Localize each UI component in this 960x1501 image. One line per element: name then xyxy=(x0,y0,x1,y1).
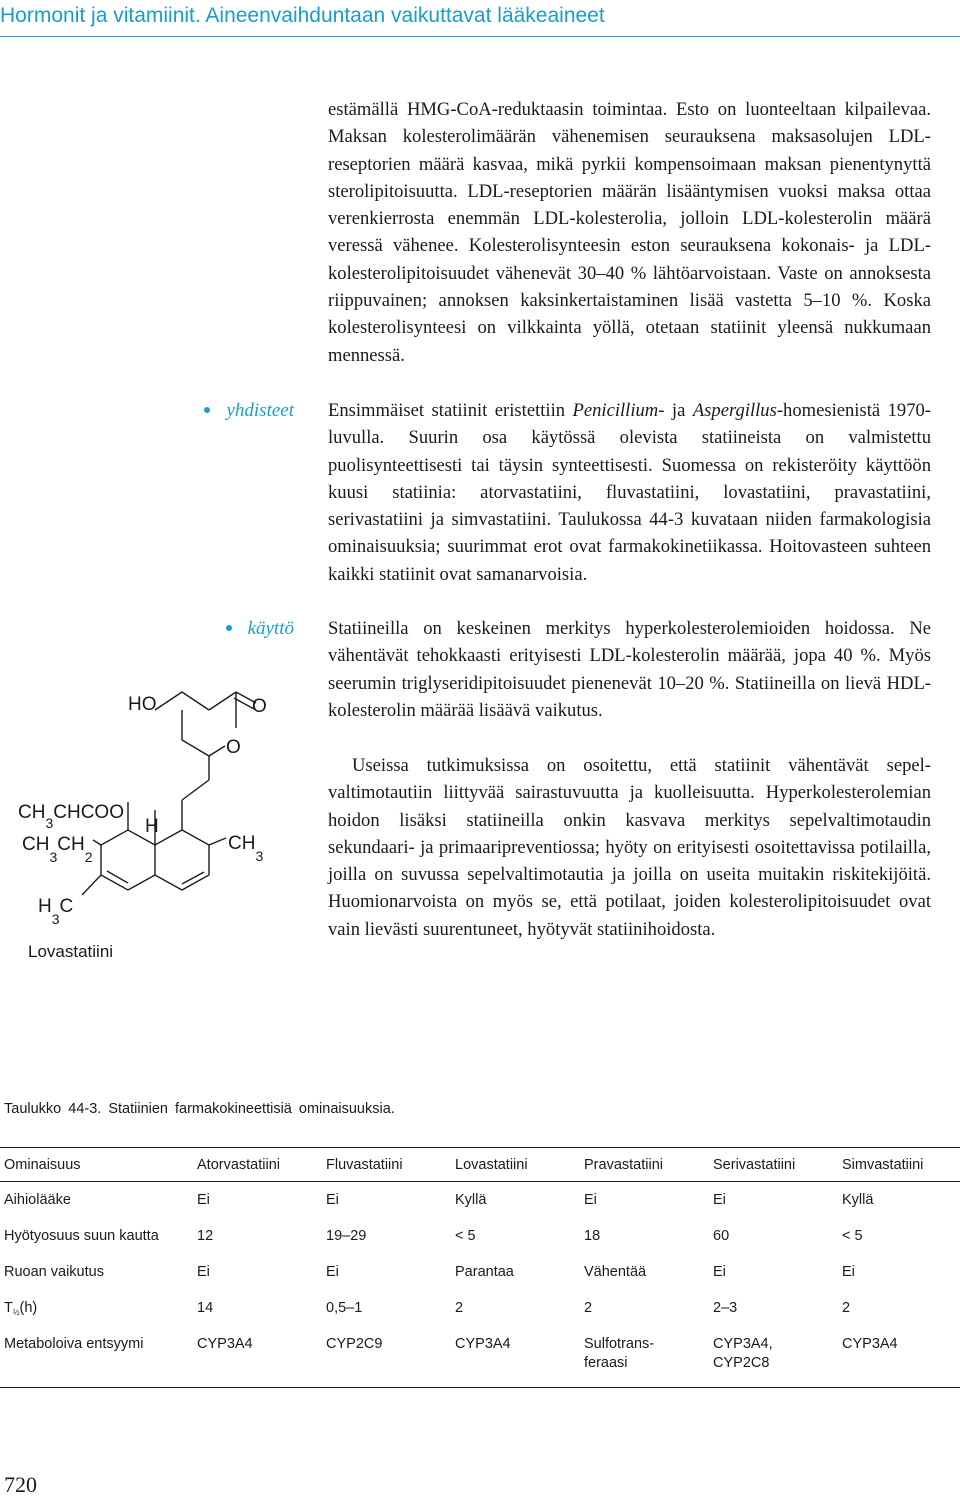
table-caption: Taulukko 44-3. Statiinien farmakokineettisiä ominaisuuksia. xyxy=(4,1101,395,1117)
text-run: Ensimmäiset statiinit eristettiin xyxy=(328,400,573,421)
table-cell: CYP3A4 xyxy=(838,1326,960,1388)
table-cell: 18 xyxy=(584,1228,601,1244)
atom-label xyxy=(18,802,124,831)
atom-label: CH xyxy=(57,834,85,855)
atom-label: HO xyxy=(128,694,157,715)
atom-label: O xyxy=(252,696,267,717)
bond xyxy=(182,780,209,800)
row-label: Metaboloiva entsyymi xyxy=(0,1326,193,1388)
subscript: 3 xyxy=(49,849,58,865)
table-cell: 60 xyxy=(713,1228,730,1244)
table-cell: 2 xyxy=(842,1300,851,1316)
table-cell: Sulfotrans- feraasi xyxy=(580,1326,709,1388)
paragraph-use: Statiineilla on keskeinen merkitys hyperkolesterolemioiden hoidossa. Ne vähentävät tehokkaasti erityisesti LDL-kolesterolin määrää, jopa 40 %. Myös seerumin triglyseridipitoisuudet pienenevät 10–20 %. Statiineilla on lievä HDL-kolesterolin määrää lisäävä vaikutus. xyxy=(328,618,931,721)
bond xyxy=(209,692,236,710)
bond xyxy=(209,838,226,845)
row-label: Ruoan vaikutus xyxy=(4,1264,104,1280)
atom-label: C xyxy=(59,896,74,917)
table-row xyxy=(0,1290,960,1326)
margin-note-label: yhdisteet xyxy=(226,400,294,421)
table-header-row xyxy=(0,1148,960,1182)
bond xyxy=(182,710,225,756)
bullet-icon xyxy=(226,625,232,631)
table-cell: 12 xyxy=(197,1228,214,1244)
text-run: ja xyxy=(664,400,693,421)
table-cell: 2 xyxy=(455,1300,464,1316)
table-cell: Ei xyxy=(326,1264,339,1280)
bond xyxy=(93,840,101,845)
label-text: (h) xyxy=(19,1300,38,1316)
paragraph-compounds xyxy=(328,397,931,588)
margin-note-compounds xyxy=(140,397,294,424)
atom-label: H xyxy=(145,816,159,837)
atom-label xyxy=(228,833,263,864)
row-label xyxy=(0,1290,193,1326)
table-cell: CYP3A4, CYP2C8 xyxy=(709,1326,838,1388)
column-header: Fluvastatiini xyxy=(322,1148,451,1182)
table-cell: Ei xyxy=(197,1192,210,1208)
paragraph-studies: Useissa tutkimuksissa on osoitettu, että statiinit vähentävät sepelvaltimotautiin liittyvää sairastuvuutta ja kuolleisuutta. Hyperkolesterolemian hoidon lisäksi statiineilla onkin kasvava merkitys sepelvaltimotaudin sekundaari- ja primaaripreventiossa; hyöty on erityisesti osoitettavissa potilailla, joilla on suvussa sepelvaltimotautia ja joilla on useita muitakin riskitekijöitä. Huomionarvoista on myös se, että potilaat, joiden kolesterolipitoisuudet ovat vain lievästi suurentuneet, hyötyvät statiinihoidosta. xyxy=(328,755,931,940)
atom-label xyxy=(22,834,93,865)
paragraph-mechanism: estämällä HMG-CoA-reduktaasin toimintaa. Esto on luonteeltaan kilpailevaa. Maksan kolesterolimäärän vähenemisen seurauksena maksasolujen LDL-reseptorien määrä kasvaa, mikä pyrkii kompensoimaan maksan pienentynyttä sterolipitoisuutta. LDL-reseptorien määrän lisääntymisen vuoksi maksa ottaa verenkierrosta enemmän LDL-kolesterolia, jolloin LDL-kolesterolin määrä veressä vähenee. Kolesterolisynteesin eston seurauksena kokonais- ja LDL-kolesterolipitoisuudet vähenevät 30–40 % lähtöarvoistaan. Vaste on annoksesta riippuvainen; annoksen kaksinkertaistaminen lisää vastetta 5–10 %. Koska kolesterolisynteesi on vilkkainta yöllä, otetaan statiinit yleensä nukkumaan mennessä. xyxy=(328,99,931,366)
table-cell: Ei xyxy=(584,1192,597,1208)
subscript: 3 xyxy=(255,848,264,864)
bond xyxy=(182,872,204,884)
table-cell: Kyllä xyxy=(842,1192,874,1208)
atom-label: O xyxy=(226,737,241,758)
table-cell: 19–29 xyxy=(326,1228,367,1244)
margin-note-label: käyttö xyxy=(247,618,294,639)
half-subscript: ½ xyxy=(12,1308,20,1317)
table-cell: CYP3A4 xyxy=(451,1326,580,1388)
subscript: 2 xyxy=(84,849,93,865)
table-cell: Ei xyxy=(197,1264,210,1280)
genus-name: Penicillium- xyxy=(572,400,665,421)
column-header: Pravastatiini xyxy=(580,1148,709,1182)
table-row xyxy=(0,1218,960,1254)
atom-label: CH xyxy=(18,802,46,823)
row-label: Aihiolääke xyxy=(4,1192,71,1208)
table-cell: 2–3 xyxy=(713,1300,738,1316)
atom-label: CH xyxy=(22,834,50,855)
molecule-bonds xyxy=(82,692,256,895)
lovastatin-structure xyxy=(0,660,320,980)
running-header: Hormonit ja vitamiinit. Aineenvaihduntaan vaikuttavat lääkeaineet xyxy=(0,4,605,27)
text-run: -homesienistä 1970-luvulla. Suurin osa käytössä olevista statiineista on valmistettu puolisynteettisesti tai täysin synteettisesti. Suomessa on rekisteröity käyttöön kuusi statiinia: atorvastatiini, fluvastatiini, lovastatiini, pravastatiini, serivastatiini ja simvastatiini. Taulukossa 44-3 kuvataan niiden farmakologisia ominaisuuksia; suurimmat erot ovat farmakokinetiikassa. Hoitovasteen suhteen kaikki statiinit ovat samanarvoisia. xyxy=(328,400,931,585)
table-row xyxy=(0,1182,960,1219)
atom-label: H xyxy=(38,896,52,917)
page-number: 720 xyxy=(4,1472,37,1497)
table-row xyxy=(0,1254,960,1290)
table-cell: CYP3A4 xyxy=(193,1326,322,1388)
table-cell: Ei xyxy=(842,1264,855,1280)
table-cell: 14 xyxy=(197,1300,214,1316)
bullet-icon xyxy=(204,407,210,413)
column-header: Atorvastatiini xyxy=(193,1148,322,1182)
column-header: Ominaisuus xyxy=(0,1148,193,1182)
table-cell: 2 xyxy=(584,1300,593,1316)
label-text: T xyxy=(4,1300,13,1316)
table-cell: CYP2C9 xyxy=(322,1326,451,1388)
bond xyxy=(82,875,101,895)
column-header: Serivastatiini xyxy=(709,1148,838,1182)
row-label: Hyötyosuus suun kautta xyxy=(4,1228,159,1244)
bond xyxy=(155,692,209,710)
atom-label xyxy=(38,896,73,927)
table-cell: < 5 xyxy=(455,1228,476,1244)
table-cell: < 5 xyxy=(842,1228,863,1244)
molecule-caption: Lovastatiini xyxy=(28,942,114,961)
column-header: Simvastatiini xyxy=(838,1148,960,1182)
genus-name: Aspergillus xyxy=(692,400,777,421)
table-cell: Ei xyxy=(713,1264,726,1280)
table-cell: Parantaa xyxy=(455,1264,514,1280)
table-cell: Ei xyxy=(713,1192,726,1208)
atom-label: CH xyxy=(228,833,256,854)
statin-table xyxy=(0,1147,956,1388)
column-header: Lovastatiini xyxy=(451,1148,580,1182)
bond xyxy=(107,871,128,883)
margin-note-use xyxy=(140,615,294,642)
atom-label: CHCOO xyxy=(53,802,124,823)
table-cell: Vähentää xyxy=(584,1264,647,1280)
table-row xyxy=(0,1326,960,1388)
subscript: 3 xyxy=(45,815,54,831)
table-cell: Ei xyxy=(326,1192,339,1208)
table-cell: 0,5–1 xyxy=(326,1300,363,1316)
table-cell: Kyllä xyxy=(455,1192,487,1208)
subscript: 3 xyxy=(51,911,60,927)
header-rule xyxy=(0,36,960,37)
